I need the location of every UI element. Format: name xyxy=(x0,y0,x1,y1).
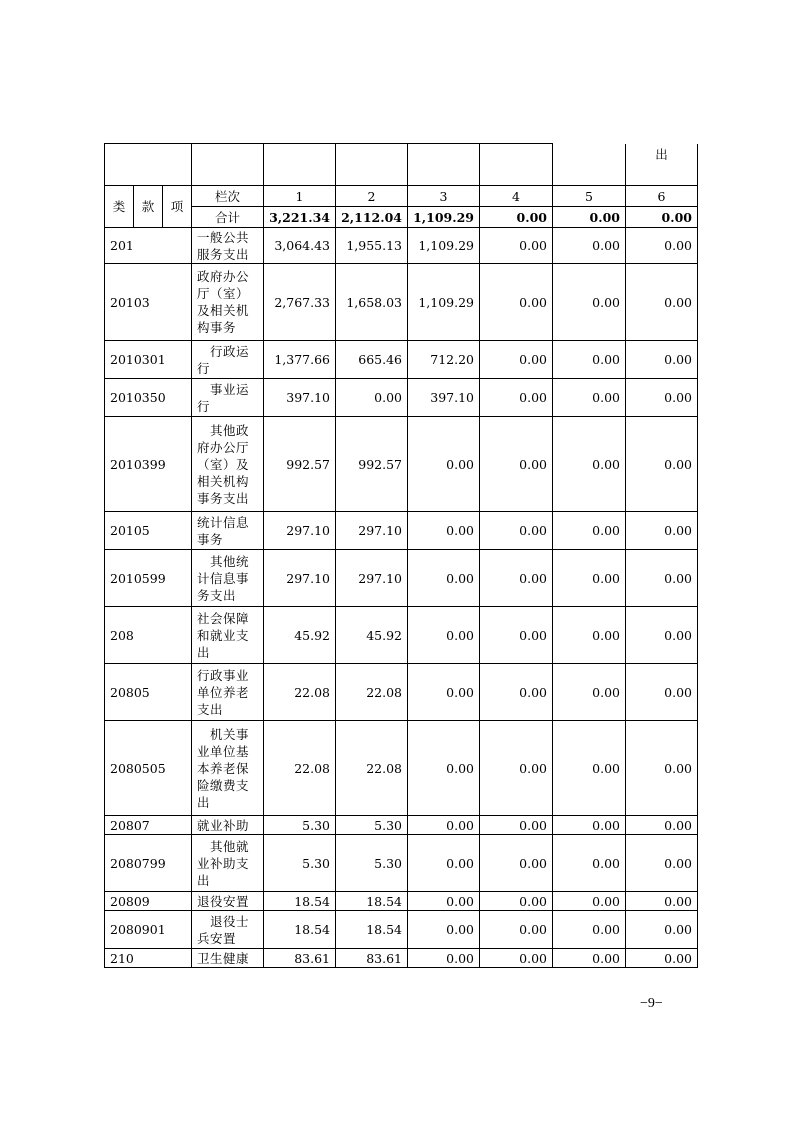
row-code: 20105 xyxy=(105,512,192,550)
row-value: 45.92 xyxy=(264,607,336,664)
row-value: 22.08 xyxy=(264,664,336,721)
row-value: 1,658.03 xyxy=(336,264,408,341)
total-value: 0.00 xyxy=(480,207,553,228)
row-value: 0.00 xyxy=(553,835,626,892)
table-row xyxy=(105,512,698,550)
row-value: 0.00 xyxy=(553,379,626,417)
row-name: 事业运行 xyxy=(192,379,264,417)
row-value: 22.08 xyxy=(264,721,336,816)
row-value: 0.00 xyxy=(553,949,626,968)
row-value: 0.00 xyxy=(408,892,480,911)
row-value: 0.00 xyxy=(480,816,553,835)
row-value: 0.00 xyxy=(408,835,480,892)
row-name: 其他统计信息事务支出 xyxy=(192,550,264,607)
header-blank-cell xyxy=(480,144,553,186)
row-value: 0.00 xyxy=(408,911,480,949)
total-label: 合计 xyxy=(192,207,264,228)
total-value: 2,112.04 xyxy=(336,207,408,228)
row-value: 0.00 xyxy=(553,417,626,512)
row-value: 0.00 xyxy=(553,664,626,721)
row-value: 992.57 xyxy=(336,417,408,512)
row-value: 0.00 xyxy=(626,892,698,911)
table-row xyxy=(105,911,698,949)
row-value: 0.00 xyxy=(408,664,480,721)
row-code: 20805 xyxy=(105,664,192,721)
table-row xyxy=(105,417,698,512)
table-row xyxy=(105,550,698,607)
row-name: 统计信息事务 xyxy=(192,512,264,550)
row-value: 0.00 xyxy=(336,379,408,417)
row-code: 2080799 xyxy=(105,835,192,892)
row-value: 0.00 xyxy=(626,607,698,664)
total-value: 1,109.29 xyxy=(408,207,480,228)
header-blank-cell xyxy=(336,144,408,186)
row-value: 5.30 xyxy=(336,816,408,835)
table-row xyxy=(105,379,698,417)
header-col-number: 1 xyxy=(264,186,336,207)
row-code: 20809 xyxy=(105,892,192,911)
table-row xyxy=(105,341,698,379)
row-value: 0.00 xyxy=(626,341,698,379)
row-name: 其他政府办公厅（室）及相关机构事务支出 xyxy=(192,417,264,512)
row-value: 0.00 xyxy=(626,264,698,341)
header-number-row xyxy=(105,186,698,207)
row-value: 0.00 xyxy=(408,816,480,835)
row-value: 0.00 xyxy=(480,911,553,949)
row-name: 行政运行 xyxy=(192,341,264,379)
header-blank-cell xyxy=(408,144,480,186)
table-row xyxy=(105,228,698,264)
row-value: 0.00 xyxy=(480,512,553,550)
header-blank-cell xyxy=(553,144,626,186)
table-row xyxy=(105,835,698,892)
row-name: 机关事业单位基本养老保险缴费支出 xyxy=(192,721,264,816)
row-value: 0.00 xyxy=(553,892,626,911)
row-value: 397.10 xyxy=(408,379,480,417)
row-value: 2,767.33 xyxy=(264,264,336,341)
row-value: 1,377.66 xyxy=(264,341,336,379)
row-code: 208 xyxy=(105,607,192,664)
row-value: 83.61 xyxy=(336,949,408,968)
row-name: 行政事业单位养老支出 xyxy=(192,664,264,721)
row-value: 45.92 xyxy=(336,607,408,664)
row-value: 0.00 xyxy=(626,550,698,607)
table-row xyxy=(105,664,698,721)
row-value: 0.00 xyxy=(480,607,553,664)
header-blank-cell xyxy=(105,144,192,186)
row-name: 卫生健康 xyxy=(192,949,264,968)
header-col-number: 6 xyxy=(626,186,698,207)
row-value: 0.00 xyxy=(626,816,698,835)
row-code: 2010399 xyxy=(105,417,192,512)
row-value: 5.30 xyxy=(264,816,336,835)
row-code: 2010350 xyxy=(105,379,192,417)
row-value: 0.00 xyxy=(626,512,698,550)
row-value: 0.00 xyxy=(626,379,698,417)
row-value: 22.08 xyxy=(336,664,408,721)
row-value: 297.10 xyxy=(336,550,408,607)
header-kuan: 款 xyxy=(134,186,163,228)
header-col-number: 3 xyxy=(408,186,480,207)
row-value: 0.00 xyxy=(480,892,553,911)
header-row-label: 栏次 xyxy=(192,186,264,207)
row-value: 0.00 xyxy=(480,341,553,379)
row-code: 2010301 xyxy=(105,341,192,379)
total-value: 0.00 xyxy=(626,207,698,228)
table-row xyxy=(105,949,698,968)
row-value: 0.00 xyxy=(480,379,553,417)
row-value: 0.00 xyxy=(626,228,698,264)
row-value: 397.10 xyxy=(264,379,336,417)
row-value: 0.00 xyxy=(553,550,626,607)
row-value: 0.00 xyxy=(408,512,480,550)
row-value: 0.00 xyxy=(626,417,698,512)
page-number: −9− xyxy=(640,996,663,1011)
row-value: 0.00 xyxy=(408,721,480,816)
row-value: 0.00 xyxy=(626,911,698,949)
row-code: 2010599 xyxy=(105,550,192,607)
row-value: 0.00 xyxy=(408,550,480,607)
row-value: 0.00 xyxy=(553,264,626,341)
table-row xyxy=(105,721,698,816)
row-value: 712.20 xyxy=(408,341,480,379)
header-col-number: 5 xyxy=(553,186,626,207)
row-name: 其他就业补助支出 xyxy=(192,835,264,892)
row-code: 20103 xyxy=(105,264,192,341)
row-name: 退役安置 xyxy=(192,892,264,911)
row-value: 0.00 xyxy=(553,721,626,816)
row-value: 0.00 xyxy=(553,816,626,835)
row-value: 18.54 xyxy=(336,892,408,911)
header-chu-cell: 出 xyxy=(626,144,698,186)
total-value: 3,221.34 xyxy=(264,207,336,228)
row-value: 1,109.29 xyxy=(408,264,480,341)
row-value: 18.54 xyxy=(336,911,408,949)
row-name: 就业补助 xyxy=(192,816,264,835)
row-value: 5.30 xyxy=(336,835,408,892)
row-code: 20807 xyxy=(105,816,192,835)
row-code: 2080505 xyxy=(105,721,192,816)
row-value: 18.54 xyxy=(264,892,336,911)
row-value: 0.00 xyxy=(480,835,553,892)
table-row xyxy=(105,607,698,664)
row-code: 210 xyxy=(105,949,192,968)
row-code: 2080901 xyxy=(105,911,192,949)
row-value: 22.08 xyxy=(336,721,408,816)
row-name: 退役士兵安置 xyxy=(192,911,264,949)
row-value: 0.00 xyxy=(480,264,553,341)
header-blank-row xyxy=(105,144,698,186)
table-row xyxy=(105,816,698,835)
row-value: 0.00 xyxy=(626,835,698,892)
row-value: 0.00 xyxy=(553,911,626,949)
row-value: 0.00 xyxy=(626,721,698,816)
row-value: 0.00 xyxy=(408,607,480,664)
row-value: 0.00 xyxy=(480,664,553,721)
header-col-number: 4 xyxy=(480,186,553,207)
table-row xyxy=(105,892,698,911)
row-value: 0.00 xyxy=(553,607,626,664)
row-value: 0.00 xyxy=(480,417,553,512)
row-value: 665.46 xyxy=(336,341,408,379)
row-value: 0.00 xyxy=(480,550,553,607)
header-blank-cell xyxy=(264,144,336,186)
row-value: 0.00 xyxy=(480,949,553,968)
row-name: 政府办公厅（室）及相关机构事务 xyxy=(192,264,264,341)
header-col-number: 2 xyxy=(336,186,408,207)
row-value: 3,064.43 xyxy=(264,228,336,264)
row-value: 5.30 xyxy=(264,835,336,892)
row-value: 0.00 xyxy=(480,721,553,816)
budget-table xyxy=(104,143,698,968)
row-value: 0.00 xyxy=(408,949,480,968)
row-value: 297.10 xyxy=(336,512,408,550)
row-value: 297.10 xyxy=(264,512,336,550)
total-row xyxy=(105,207,698,228)
row-value: 1,109.29 xyxy=(408,228,480,264)
row-value: 83.61 xyxy=(264,949,336,968)
row-value: 0.00 xyxy=(480,228,553,264)
row-value: 0.00 xyxy=(626,949,698,968)
row-value: 992.57 xyxy=(264,417,336,512)
row-name: 社会保障和就业支出 xyxy=(192,607,264,664)
header-xiang: 项 xyxy=(163,186,192,228)
row-value: 18.54 xyxy=(264,911,336,949)
row-name: 一般公共服务支出 xyxy=(192,228,264,264)
row-value: 0.00 xyxy=(408,417,480,512)
row-value: 0.00 xyxy=(626,664,698,721)
total-value: 0.00 xyxy=(553,207,626,228)
table-row xyxy=(105,264,698,341)
row-value: 1,955.13 xyxy=(336,228,408,264)
header-blank-cell xyxy=(192,144,264,186)
row-value: 0.00 xyxy=(553,228,626,264)
row-value: 0.00 xyxy=(553,341,626,379)
row-code: 201 xyxy=(105,228,192,264)
row-value: 0.00 xyxy=(553,512,626,550)
row-value: 297.10 xyxy=(264,550,336,607)
header-lei: 类 xyxy=(105,186,134,228)
